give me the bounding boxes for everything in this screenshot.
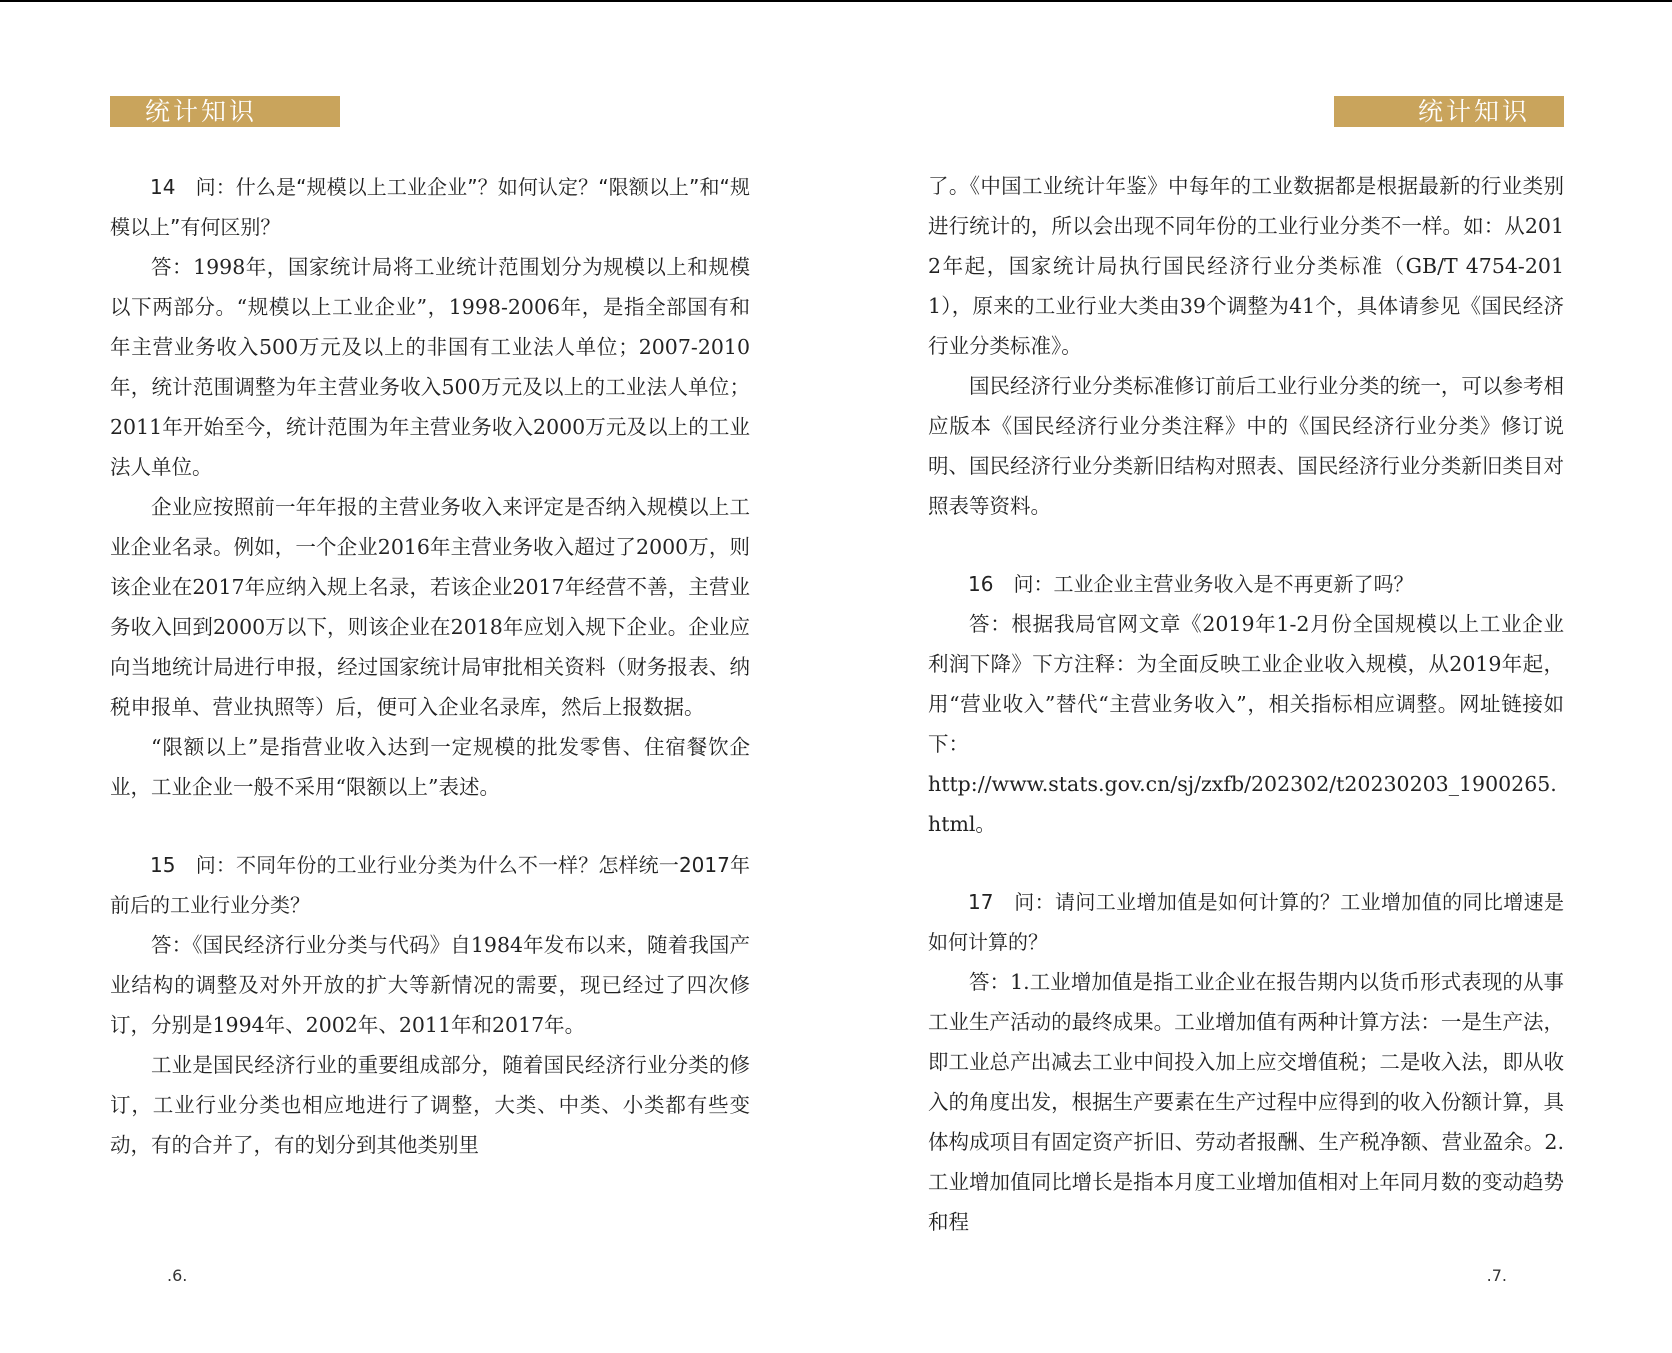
- page-number: .7.: [1486, 1266, 1507, 1285]
- answer-15-para-2-continued: 了。《中国工业统计年鉴》中每年的工业数据都是根据最新的行业类别进行统计的，所以会出现不同年份的工业行业分类不一样。如：从2012年起，国家统计局执行国民经济行业分类标准（GB/T 4754-2011），原来的工业行业大类由39个调整为41个，具体请参见《国民经济行业分类标准》。: [928, 174, 1564, 358]
- question-14-title: 14 问：什么是“规模以上工业企业”？如何认定？“限额以上”和“规模以上”有何区别？: [110, 175, 750, 239]
- right-page: [928, 0, 1564, 1353]
- right-page-content: [928, 166, 1564, 1242]
- page-number: .6.: [167, 1266, 188, 1285]
- answer-15-para-1: 答：《国民经济行业分类与代码》自1984年发布以来，随着我国产业结构的调整及对外开放的扩大等新情况的需要，现已经过了四次修订，分别是1994年、2002年、2011年和2017年。: [110, 933, 750, 1037]
- answer-14-para-1: 答：1998年，国家统计局将工业统计范围划分为规模以上和规模以下两部分。“规模以上工业企业”，1998-2006年，是指全部国有和年主营业务收入500万元及以上的非国有工业法人单位；2007-2010年，统计范围调整为年主营业务收入500万元及以上的工业法人单位；2011年开始至今，统计范围为年主营业务收入2000万元及以上的工业法人单位。: [110, 255, 750, 479]
- answer-17-para-1: 答：1.工业增加值是指工业企业在报告期内以货币形式表现的从事工业生产活动的最终成果。工业增加值有两种计算方法：一是生产法，即工业总产出减去工业中间投入加上应交增值税；二是收入法，即从收入的角度出发，根据生产要素在生产过程中应得到的收入份额计算，具体构成项目有固定资产折旧、劳动者报酬、生产税净额、营业盈余。2.工业增加值同比增长是指本月度工业增加值相对上年同月数的变动趋势和程: [928, 970, 1564, 1234]
- left-page: [110, 0, 750, 1353]
- question-15-title: 15 问：不同年份的工业行业分类为什么不一样？怎样统一2017年前后的工业行业分类？: [110, 853, 750, 917]
- section-banner: 统计知识: [110, 96, 340, 127]
- question-16-title: 16 问：工业企业主营业务收入是不再更新了吗？: [968, 572, 1414, 596]
- answer-16-para-1: 答：根据我局官网文章《2019年1-2月份全国规模以上工业企业利润下降》下方注释：为全面反映工业企业收入规模，从2019年起，用“营业收入”替代“主营业务收入”，相关指标相应调整。网址链接如下：: [928, 612, 1564, 756]
- question-17-title: 17 问：请问工业增加值是如何计算的？工业增加值的同比增速是如何计算的？: [928, 890, 1564, 954]
- answer-15-para-3: 国民经济行业分类标准修订前后工业行业分类的统一，可以参考相应版本《国民经济行业分类注释》中的《国民经济行业分类》修订说明、国民经济行业分类新旧结构对照表、国民经济行业分类新旧类目对照表等资料。: [928, 374, 1564, 518]
- answer-16-url: http://www.stats.gov.cn/sj/zxfb/202302/t20230203_1900265.html。: [928, 772, 1557, 836]
- section-banner: 统计知识: [1334, 96, 1564, 127]
- answer-14-para-3: “限额以上”是指营业收入达到一定规模的批发零售、住宿餐饮企业，工业企业一般不采用“限额以上”表述。: [110, 735, 750, 799]
- answer-15-para-2: 工业是国民经济行业的重要组成部分，随着国民经济行业分类的修订，工业行业分类也相应地进行了调整，大类、中类、小类都有些变动，有的合并了，有的划分到其他类别里: [110, 1053, 750, 1157]
- left-page-content: [110, 167, 750, 1165]
- answer-14-para-2: 企业应按照前一年年报的主营业务收入来评定是否纳入规模以上工业企业名录。例如，一个企业2016年主营业务收入超过了2000万，则该企业在2017年应纳入规上名录，若该企业2017年经营不善，主营业务收入回到2000万以下，则该企业在2018年应划入规下企业。企业应向当地统计局进行申报，经过国家统计局审批相关资料（财务报表、纳税申报单、营业执照等）后，便可入企业名录库，然后上报数据。: [110, 495, 750, 719]
